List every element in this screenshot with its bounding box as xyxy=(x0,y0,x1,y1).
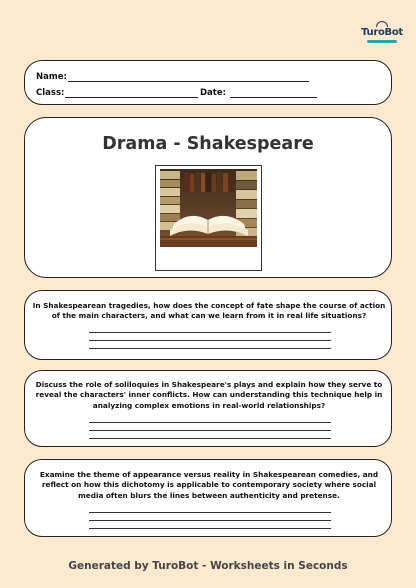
date-field[interactable] xyxy=(230,90,317,98)
answer-line[interactable] xyxy=(89,430,331,431)
class-row xyxy=(36,88,198,98)
answer-line[interactable] xyxy=(89,512,331,513)
question-box-3 xyxy=(24,459,392,537)
answer-line[interactable] xyxy=(89,422,331,423)
date-row xyxy=(200,88,317,98)
books-image xyxy=(155,165,262,271)
question-3-text: Examine the theme of appearance versus reality in Shakespearean comedies, and reflect on how this dichotomy is applicable to contemporary society where social media often blurs the lines between authenticity and pretense. xyxy=(39,470,379,500)
name-label: Name: xyxy=(36,72,67,82)
logo-underline xyxy=(367,40,397,43)
question-2-text: Discuss the role of soliloquies in Shakespeare's plays and explain how they serve to reveal the characters' inner conflicts. How can understanding this technique help in analyzing complex emotions in real-world relationships? xyxy=(35,380,383,410)
answer-line[interactable] xyxy=(89,340,331,341)
question-1-text: In Shakespearean tragedies, how does the concept of fate shape the course of action of the main characters, and what can we learn from it in real life situations? xyxy=(32,301,386,321)
open-book-illustration xyxy=(156,166,261,270)
question-box-2 xyxy=(24,370,392,447)
worksheet-title: Drama - Shakespeare xyxy=(102,134,314,154)
answer-line[interactable] xyxy=(89,528,331,529)
class-field[interactable] xyxy=(65,90,198,98)
date-label: Date: xyxy=(200,88,227,98)
class-label: Class: xyxy=(36,88,65,98)
title-box xyxy=(24,117,392,278)
turobot-logo xyxy=(360,20,404,48)
footer-text: Generated by TuroBot - Worksheets in Seconds xyxy=(68,560,348,572)
answer-line[interactable] xyxy=(89,332,331,333)
answer-line[interactable] xyxy=(89,520,331,521)
answer-line[interactable] xyxy=(89,438,331,439)
question-box-1 xyxy=(24,290,392,360)
logo-text: TuroBot xyxy=(361,27,403,38)
name-row xyxy=(36,72,309,82)
student-info-box xyxy=(24,60,392,105)
name-field[interactable] xyxy=(68,74,309,82)
answer-line[interactable] xyxy=(89,348,331,349)
